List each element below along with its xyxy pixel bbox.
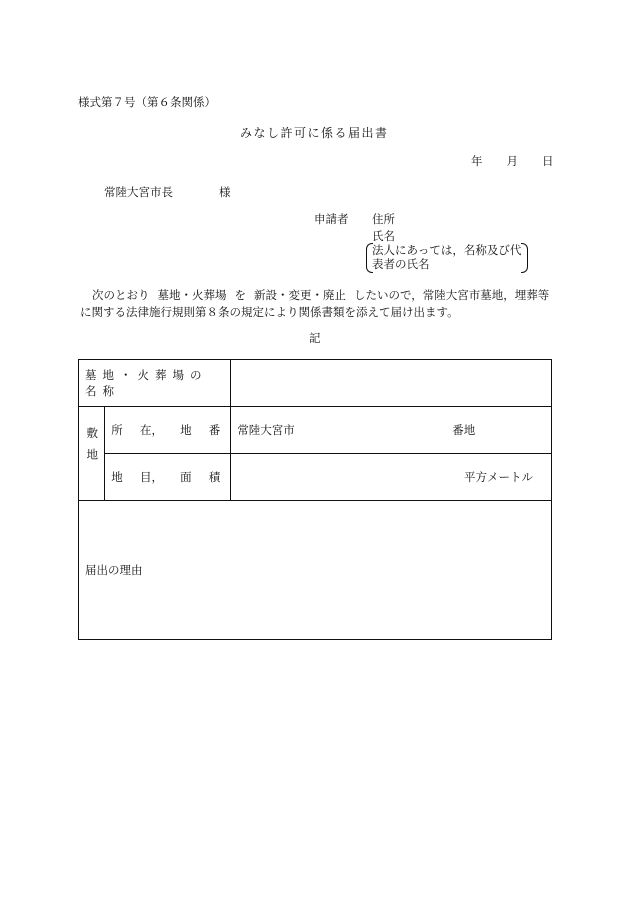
land-label-part1: 地 xyxy=(111,470,123,484)
site-label xyxy=(79,407,105,501)
applicant-label: 申請者 xyxy=(314,212,349,226)
body-part3: したいので，常陸大宮市墓地，埋葬等に関する法律施行規則第８条の規定により関係書類を添えて届け出ます。 xyxy=(80,288,550,320)
applicant-name-label: 氏名 xyxy=(372,229,395,243)
addressee-honorific: 様 xyxy=(219,185,231,199)
location-field[interactable] xyxy=(231,407,552,454)
date-day: 日 xyxy=(542,154,554,168)
date-line xyxy=(447,155,554,169)
land-label-part4: 積 xyxy=(208,470,221,484)
location-label-part3: 地 xyxy=(180,423,192,437)
site-label-text: 敷地 xyxy=(85,427,100,471)
reason-field[interactable] xyxy=(79,501,552,640)
location-label-part1: 所 xyxy=(111,423,123,437)
land-field[interactable] xyxy=(231,454,552,501)
land-label xyxy=(105,454,231,501)
location-label xyxy=(105,407,231,454)
corporate-note-line2: 表者の氏名 xyxy=(372,257,430,271)
land-label-part3: 面 xyxy=(180,470,192,484)
corporate-note xyxy=(366,243,528,273)
body-action: 新設・変更・廃止 xyxy=(254,288,346,302)
reason-label: 届出の理由 xyxy=(85,563,143,577)
addressee-name: 常陸大宮市長 xyxy=(104,185,173,199)
body-facility: 墓地・火葬場 xyxy=(157,288,227,302)
date-month: 月 xyxy=(506,154,518,168)
location-row xyxy=(79,407,552,454)
land-row xyxy=(79,454,552,501)
location-unit: 番地 xyxy=(452,423,476,437)
body-part1: 次のとおり xyxy=(92,288,150,302)
name-row xyxy=(79,360,552,407)
right-bracket xyxy=(521,243,528,273)
facility-name-label: 墓地・火葬場の名称 xyxy=(79,360,231,407)
land-label-part2: 目， xyxy=(139,470,163,484)
document-title: みなし許可に係る届出書 xyxy=(240,126,389,140)
body-part2: を xyxy=(234,288,246,302)
location-city: 常陸大宮市 xyxy=(237,423,295,437)
details-table xyxy=(78,359,552,640)
location-label-part4: 番 xyxy=(208,423,221,437)
body-text xyxy=(80,287,555,322)
addressee xyxy=(104,186,231,200)
corporate-note-line1: 法人にあっては，名称及び代 xyxy=(372,243,522,257)
applicant-address-label: 住所 xyxy=(372,212,395,226)
date-year: 年 xyxy=(471,154,483,168)
location-label-part2: 在， xyxy=(139,423,163,437)
form-number: 様式第７号（第６条関係） xyxy=(78,95,216,109)
land-unit: 平方メートル xyxy=(464,470,533,484)
reason-row xyxy=(79,501,552,640)
facility-name-field[interactable] xyxy=(231,360,552,407)
ki-heading: 記 xyxy=(309,331,321,345)
